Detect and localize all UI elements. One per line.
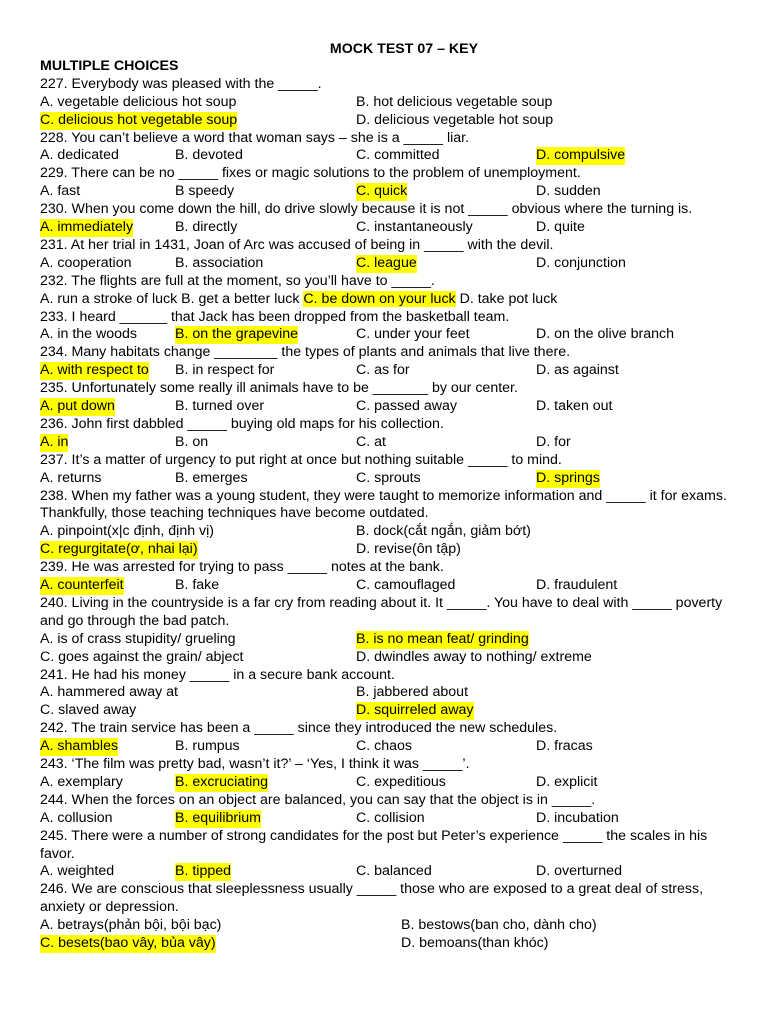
- question-text: 243. ‘The film was pretty bad, wasn’t it?’ – ‘Yes, I think it was _____’.: [40, 756, 470, 773]
- option-d: D. compulsive: [536, 147, 626, 164]
- question-item: [0, 720, 768, 756]
- option-b: B. directly: [175, 219, 238, 236]
- option-c: C. committed: [356, 147, 440, 164]
- options-row: [0, 362, 768, 380]
- option-b: B. fake: [175, 577, 220, 594]
- option-c: C. under your feet: [356, 326, 470, 343]
- option-a: A. counterfeit: [40, 577, 124, 594]
- question-list: [0, 76, 768, 953]
- option-a: A. cooperation: [40, 254, 132, 271]
- option-a: A. is of crass stupidity/ grueling: [40, 630, 236, 647]
- option-b: B. tipped: [175, 863, 232, 880]
- option-a: A. dedicated: [40, 147, 119, 164]
- question-item: [0, 488, 768, 560]
- option-b: B speedy: [175, 183, 235, 200]
- question-text: 230. When you come down the hill, do drive slowly because it is not _____ obvious where the turning is.: [40, 201, 693, 218]
- option-d: D. explicit: [536, 773, 598, 790]
- document-page: [0, 40, 768, 953]
- question-text: 245. There were a number of strong candidates for the post but Peter’s experience _____ the scales in his favor.: [40, 827, 708, 862]
- option-b: B. turned over: [175, 398, 265, 415]
- option-a: A. fast: [40, 183, 81, 200]
- option-c: C. sprouts: [356, 469, 421, 486]
- option-b: B. emerges: [175, 469, 248, 486]
- options-row: [0, 935, 768, 953]
- question-text: 233. I heard ______ that Jack has been dropped from the basketball team.: [40, 308, 510, 325]
- option-c: C. camouflaged: [356, 577, 456, 594]
- question-item: [0, 380, 768, 416]
- question-item: [0, 667, 768, 721]
- option-d: D. for: [536, 433, 571, 450]
- options-row: [0, 541, 768, 559]
- question-text: 235. Unfortunately some really ill animals have to be _______ by our center.: [40, 380, 518, 397]
- option-a: A. in the woods: [40, 326, 138, 343]
- option-a: A. betrays(phản bội, bội bạc): [40, 917, 222, 934]
- option-d: D. revise(ôn tập): [356, 541, 461, 558]
- option-c: C. league: [356, 254, 417, 271]
- question-item: [0, 416, 768, 452]
- option-c: C. goes against the grain/ abject: [40, 648, 244, 665]
- option-a: A. returns: [40, 469, 102, 486]
- option-c: C. besets(bao vây, bủa vây): [40, 935, 216, 952]
- option-a: A. shambles: [40, 738, 119, 755]
- option-d: D. delicious vegetable hot soup: [356, 111, 554, 128]
- option-b: B. dock(cắt ngắn, giảm bớt): [356, 523, 531, 540]
- option-c: C. chaos: [356, 738, 412, 755]
- option-a: A. exemplary: [40, 773, 123, 790]
- option-d: D. take pot luck: [459, 290, 558, 307]
- option-b: B. on the grapevine: [175, 326, 299, 343]
- options-row: [0, 183, 768, 201]
- options-row: [0, 112, 768, 130]
- options-row: [0, 863, 768, 881]
- option-b: B. excruciating: [175, 773, 269, 790]
- options-row: [0, 774, 768, 792]
- question-item: [0, 130, 768, 166]
- option-d: D. as against: [536, 362, 619, 379]
- question-text: 237. It’s a matter of urgency to put right at once but nothing suitable _____ to mind.: [40, 451, 562, 468]
- option-d: D. springs: [536, 469, 600, 486]
- options-row: [0, 738, 768, 756]
- option-b: B. bestows(ban cho, dành cho): [401, 917, 597, 934]
- option-c: C. slaved away: [40, 702, 137, 719]
- question-item: [0, 309, 768, 345]
- option-b: B. get a better luck: [181, 290, 300, 307]
- option-a: A. run a stroke of luck: [40, 290, 178, 307]
- question-item: [0, 165, 768, 201]
- options-row: [0, 398, 768, 416]
- question-text: 227. Everybody was pleased with the _____.: [40, 75, 322, 92]
- question-item: [0, 559, 768, 595]
- question-item: [0, 756, 768, 792]
- option-d: D. quite: [536, 219, 585, 236]
- option-c: C. collision: [356, 809, 425, 826]
- option-d: D. taken out: [536, 398, 613, 415]
- question-text: 241. He had his money _____ in a secure bank account.: [40, 666, 395, 683]
- options-row: [0, 631, 768, 649]
- question-item: [0, 237, 768, 273]
- question-item: [0, 201, 768, 237]
- option-b: B. on: [175, 433, 209, 450]
- options-row: [0, 810, 768, 828]
- option-b: B. devoted: [175, 147, 243, 164]
- option-b: B. is no mean feat/ grinding: [356, 630, 529, 647]
- question-text: 228. You can’t believe a word that woman says – she is a _____ liar.: [40, 129, 470, 146]
- option-c: C. expeditious: [356, 773, 446, 790]
- option-c: C. at: [356, 433, 386, 450]
- option-c: C. passed away: [356, 398, 457, 415]
- question-text: 244. When the forces on an object are balanced, you can say that the object is in _____.: [40, 791, 596, 808]
- question-item: [0, 452, 768, 488]
- option-a: A. hammered away at: [40, 684, 178, 701]
- option-c: C. be down on your luck: [303, 290, 456, 307]
- option-d: D. sudden: [536, 183, 601, 200]
- options-row: [0, 255, 768, 273]
- option-b: B. in respect for: [175, 362, 275, 379]
- question-text: 240. Living in the countryside is a far cry from reading about it. It _____. You have to deal with _____ poverty and go through the bad patch.: [40, 594, 723, 629]
- option-a: A. collusion: [40, 809, 113, 826]
- option-d: D. bemoans(than khóc): [401, 935, 549, 952]
- option-a: A. pinpoint(x|c định, định vị): [40, 523, 215, 540]
- options-row: [0, 434, 768, 452]
- option-c: C. balanced: [356, 863, 432, 880]
- option-d: D. squirreled away: [356, 702, 474, 719]
- option-a: A. weighted: [40, 863, 115, 880]
- options-row: [0, 470, 768, 488]
- question-text: 246. We are conscious that sleeplessness usually _____ those who are exposed to a great deal of stress, anxiety or depression.: [40, 881, 704, 916]
- options-row: [0, 649, 768, 667]
- option-b: B. jabbered about: [356, 684, 469, 701]
- question-text: 231. At her trial in 1431, Joan of Arc was accused of being in _____ with the devil.: [40, 236, 554, 253]
- question-text: 239. He was arrested for trying to pass _____ notes at the bank.: [40, 559, 444, 576]
- option-c: C. as for: [356, 362, 410, 379]
- options-row: [0, 326, 768, 344]
- option-b: B. association: [175, 254, 264, 271]
- question-text: 238. When my father was a young student, they were taught to memorize information and _____ it for exams. Thankfully, those teaching techniques have become outdated.: [40, 487, 727, 522]
- option-b: B. equilibrium: [175, 809, 261, 826]
- option-b: B. hot delicious vegetable soup: [356, 93, 553, 110]
- section-heading: MULTIPLE CHOICES: [40, 58, 179, 74]
- option-d: D. overturned: [536, 863, 622, 880]
- question-item: [0, 792, 768, 828]
- option-d: D. incubation: [536, 809, 619, 826]
- question-item: [0, 828, 768, 882]
- option-c: C. regurgitate(ơ, nhai lại): [40, 541, 198, 558]
- option-d: D. fraudulent: [536, 577, 618, 594]
- option-c: C. quick: [356, 183, 408, 200]
- options-row: [0, 94, 768, 112]
- option-d: D. on the olive branch: [536, 326, 675, 343]
- question-text: 234. Many habitats change ________ the types of plants and animals that live there.: [40, 344, 571, 361]
- option-d: D. dwindles away to nothing/ extreme: [356, 648, 592, 665]
- question-text: 229. There can be no _____ fixes or magic solutions to the problem of unemployment.: [40, 165, 581, 182]
- option-a: A. in: [40, 433, 69, 450]
- option-a: A. immediately: [40, 219, 134, 236]
- question-item: [0, 344, 768, 380]
- question-item: [0, 76, 768, 130]
- question-text: 236. John first dabbled _____ buying old maps for his collection.: [40, 415, 444, 432]
- option-c: C. instantaneously: [356, 219, 473, 236]
- options-row: [0, 291, 768, 309]
- page-title: MOCK TEST 07 – KEY: [329, 41, 479, 57]
- options-row: [0, 917, 768, 935]
- question-item: [0, 273, 768, 309]
- option-a: A. vegetable delicious hot soup: [40, 93, 237, 110]
- option-d: D. fracas: [536, 738, 593, 755]
- question-text: 232. The flights are full at the moment, so you’ll have to _____.: [40, 272, 435, 289]
- question-text: 242. The train service has been a _____ since they introduced the new schedules.: [40, 720, 558, 737]
- question-item: [0, 881, 768, 953]
- options-row: [0, 702, 768, 720]
- option-b: B. rumpus: [175, 738, 240, 755]
- options-row: [0, 684, 768, 702]
- options-row: [0, 523, 768, 541]
- options-row: [0, 147, 768, 165]
- option-a: A. with respect to: [40, 362, 149, 379]
- option-d: D. conjunction: [536, 254, 626, 271]
- option-a: A. put down: [40, 398, 115, 415]
- option-c: C. delicious hot vegetable soup: [40, 111, 238, 128]
- options-row: [0, 577, 768, 595]
- options-row: [0, 219, 768, 237]
- question-item: [0, 595, 768, 667]
